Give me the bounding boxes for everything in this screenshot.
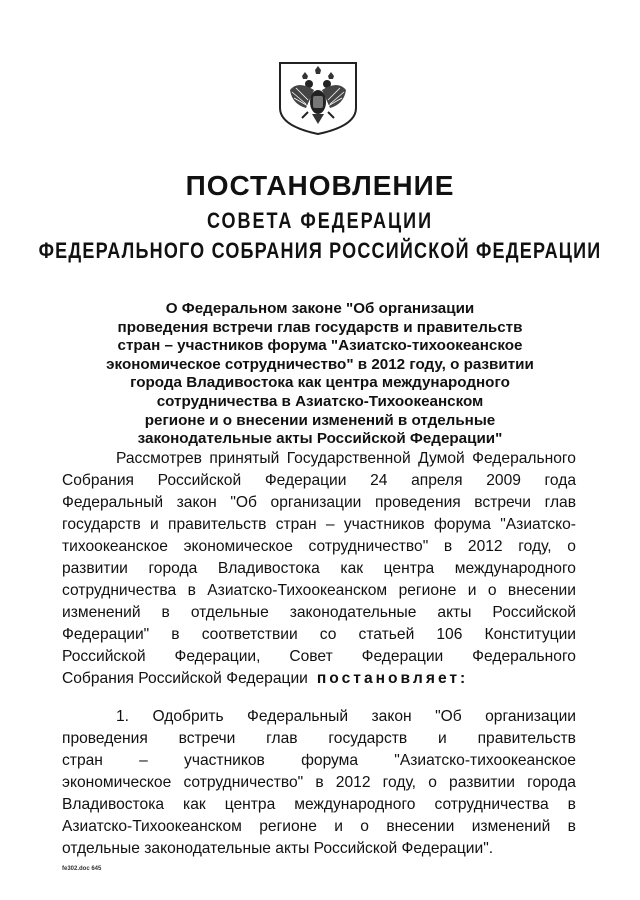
word: форума bbox=[301, 752, 359, 769]
word: 1. bbox=[116, 708, 130, 725]
word: регионе bbox=[259, 818, 317, 835]
word: центра bbox=[383, 560, 435, 577]
word: в bbox=[315, 774, 324, 791]
heading-line: сотрудничества в Азиатско-Тихоокеанском bbox=[156, 392, 484, 410]
word: встречи bbox=[474, 494, 532, 511]
word: со bbox=[319, 626, 337, 643]
coat-of-arms-emblem bbox=[276, 60, 360, 136]
word: 2012 bbox=[467, 538, 503, 555]
word: о bbox=[567, 538, 576, 555]
word: и bbox=[334, 818, 343, 835]
word: сотрудничества bbox=[62, 582, 177, 599]
word: – bbox=[325, 516, 335, 533]
document-subtitle-line2: ФЕДЕРАЛЬНОГО СОБРАНИЯ РОССИЙСКОЙ ФЕДЕРАЦИИ bbox=[38, 238, 602, 263]
word: сотрудничество" bbox=[308, 538, 429, 555]
word: организации bbox=[485, 708, 576, 725]
word: Конституции bbox=[484, 626, 576, 643]
word: Российской bbox=[492, 604, 576, 621]
paragraph-line bbox=[62, 728, 576, 750]
heading-line: экономическое сотрудничество" в 2012 году, о развитии bbox=[106, 355, 534, 373]
word: Федерации bbox=[361, 648, 444, 665]
word: проведения bbox=[62, 730, 148, 747]
word: "Об bbox=[230, 494, 257, 511]
word: и bbox=[467, 582, 477, 599]
word: статьей bbox=[358, 626, 415, 643]
word: "Об bbox=[435, 708, 462, 725]
word: глав bbox=[544, 494, 576, 511]
word: в bbox=[161, 604, 170, 621]
word: законодательные bbox=[289, 604, 417, 621]
paragraph-line bbox=[62, 448, 576, 470]
paragraph-item-1 bbox=[62, 706, 576, 860]
paragraph-line bbox=[62, 580, 576, 602]
word: глав bbox=[266, 730, 298, 747]
word: в bbox=[171, 626, 180, 643]
word: развитии bbox=[62, 560, 128, 577]
word: Российской bbox=[62, 648, 146, 665]
word: и bbox=[150, 516, 159, 533]
word: о bbox=[428, 774, 437, 791]
word: развитии bbox=[449, 774, 515, 791]
heading-line: стран – участников форума "Азиатско-тихоокеанское bbox=[117, 337, 523, 355]
paragraph-line bbox=[62, 624, 576, 646]
word: о bbox=[487, 582, 497, 599]
paragraph-last-line bbox=[62, 668, 576, 690]
document-heading bbox=[60, 300, 580, 449]
paragraph-line bbox=[62, 772, 576, 794]
word: в bbox=[567, 796, 576, 813]
word: внесении bbox=[386, 818, 455, 835]
document-title: ПОСТАНОВЛЕНИЕ bbox=[185, 170, 455, 201]
word: соответствии bbox=[201, 626, 298, 643]
word: отдельные bbox=[190, 604, 269, 621]
word: правительств bbox=[477, 730, 576, 747]
heading-line: О Федеральном законе "Об организации bbox=[165, 300, 475, 317]
word: принятый bbox=[209, 450, 280, 467]
word: международного bbox=[294, 796, 416, 813]
word: участников bbox=[343, 516, 425, 533]
word: году, bbox=[518, 538, 552, 555]
paragraph-line bbox=[62, 816, 576, 838]
paragraph-preamble bbox=[62, 448, 576, 690]
word: закон bbox=[371, 708, 412, 725]
word: Совет bbox=[289, 648, 333, 665]
word: акты bbox=[437, 604, 472, 621]
word: Азиатско-Тихоокеанском bbox=[207, 582, 388, 599]
word: и bbox=[438, 730, 447, 747]
word: сотрудничества bbox=[434, 796, 549, 813]
word: Федерального bbox=[472, 648, 576, 665]
paragraph-line bbox=[62, 602, 576, 624]
word: экономическое bbox=[62, 774, 172, 791]
document-subtitle-line1: СОВЕТА ФЕДЕРАЦИИ bbox=[206, 208, 434, 233]
word: проведения bbox=[374, 494, 461, 511]
paragraph-line bbox=[62, 706, 576, 728]
word: как bbox=[340, 560, 364, 577]
word: сотрудничество" bbox=[183, 774, 304, 791]
word: стран bbox=[275, 516, 317, 533]
heading-line: регионе и о внесении изменений в отдельные bbox=[144, 411, 496, 429]
paragraph-line bbox=[62, 492, 576, 514]
word: государств bbox=[328, 730, 408, 747]
word: Рассмотрев bbox=[116, 450, 202, 467]
document-footer-code: fe302.doc 645 bbox=[62, 866, 102, 872]
word: Федеральный bbox=[247, 708, 349, 725]
word: "Азиатско- bbox=[500, 516, 576, 533]
word: Государственной bbox=[286, 450, 411, 467]
heading-line: города Владивостока как центра международного bbox=[130, 374, 510, 392]
word: Владивостока bbox=[217, 560, 320, 577]
word: Федерации bbox=[264, 472, 347, 489]
word: в bbox=[567, 818, 576, 835]
word: году, bbox=[382, 774, 417, 791]
paragraph-line bbox=[62, 514, 576, 536]
paragraph-line-text: Собрания Российской Федерации bbox=[62, 670, 308, 687]
paragraph-line bbox=[62, 794, 576, 816]
word: Одобрить bbox=[152, 708, 224, 725]
word: форума bbox=[433, 516, 491, 533]
word: международного bbox=[454, 560, 576, 577]
word: Федерации, bbox=[174, 648, 261, 665]
word: государств bbox=[62, 516, 141, 533]
word: центра bbox=[224, 796, 276, 813]
word: "Азиатско-тихоокеанское bbox=[394, 752, 576, 769]
word: 106 bbox=[436, 626, 463, 643]
word: Федерации" bbox=[62, 626, 150, 643]
heading-line: проведения встречи глав государств и правительств bbox=[117, 318, 523, 336]
heading-line: законодательные акты Российской Федерации" bbox=[137, 430, 503, 448]
word: города bbox=[148, 560, 198, 577]
russian-coat-of-arms-icon bbox=[276, 60, 360, 136]
word: Федеральный bbox=[62, 494, 164, 511]
word: изменений bbox=[471, 818, 551, 835]
word: экономическое bbox=[183, 538, 293, 555]
word: внесении bbox=[507, 582, 576, 599]
word: встречи bbox=[178, 730, 236, 747]
paragraph-line bbox=[62, 536, 576, 558]
word: 24 bbox=[370, 472, 388, 489]
word: изменений bbox=[62, 604, 141, 621]
word: в bbox=[187, 582, 196, 599]
word: Собрания bbox=[62, 472, 134, 489]
word: организации bbox=[270, 494, 362, 511]
paragraph-line bbox=[62, 558, 576, 580]
word: правительств bbox=[168, 516, 267, 533]
word: как bbox=[183, 796, 206, 813]
word: города bbox=[527, 774, 576, 791]
word: 2009 bbox=[486, 472, 521, 489]
word: апреля bbox=[411, 472, 463, 489]
paragraph-last-line: отдельные законодательные акты Российской Федерации". bbox=[62, 840, 494, 857]
word: тихоокеанское bbox=[62, 538, 168, 555]
word: Федерального bbox=[472, 450, 576, 467]
word: регионе bbox=[398, 582, 457, 599]
paragraph-line bbox=[62, 470, 576, 492]
word: – bbox=[139, 752, 148, 769]
word: стран bbox=[62, 752, 103, 769]
paragraph-line bbox=[62, 646, 576, 668]
resolution-keyword: постановляет: bbox=[316, 670, 469, 687]
word: Владивостока bbox=[62, 796, 165, 813]
word: участников bbox=[184, 752, 265, 769]
word: в bbox=[443, 538, 453, 555]
word: Российской bbox=[157, 472, 242, 489]
word: Думой bbox=[418, 450, 465, 467]
word: 2012 bbox=[335, 774, 371, 791]
word: о bbox=[360, 818, 369, 835]
paragraph-line bbox=[62, 750, 576, 772]
word: года bbox=[544, 472, 576, 489]
word: Азиатско-Тихоокеанском bbox=[62, 818, 242, 835]
word: закон bbox=[176, 494, 217, 511]
